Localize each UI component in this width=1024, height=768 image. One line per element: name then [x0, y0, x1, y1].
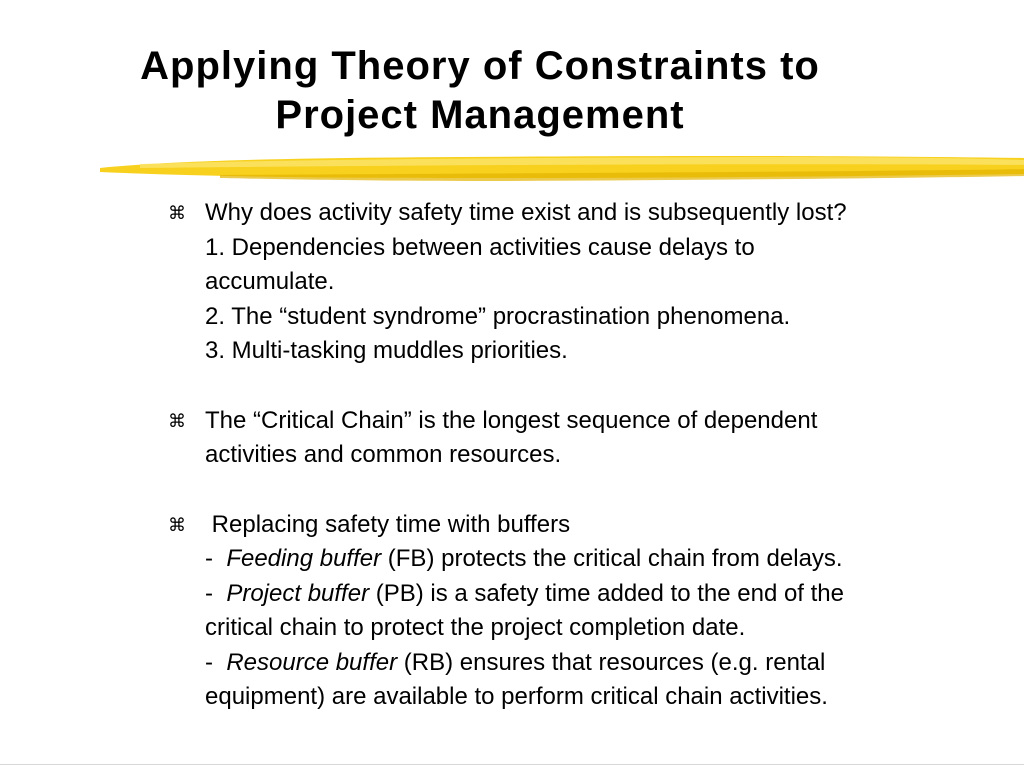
bullet-line: activities and common resources. [205, 441, 562, 468]
title-line-2: Project Management [275, 93, 685, 137]
bullet-line: accumulate. [205, 268, 335, 295]
bullet-line: Why does activity safety time exist and is subsequently lost? [205, 199, 847, 226]
buffer-desc-continued: critical chain to protect the project completion date. [205, 614, 746, 641]
bullet-critical-chain [168, 404, 988, 473]
buffer-desc-continued: equipment) are available to perform critical chain activities. [205, 683, 828, 710]
bullet-buffers [168, 508, 988, 715]
command-key-icon: ⌘ [168, 410, 186, 432]
bullet-heading: Replacing safety time with buffers [205, 510, 571, 538]
buffer-desc: (PB) is a safety time added to the end of the [369, 579, 844, 607]
yellow-brush-stroke [100, 148, 1024, 188]
bullet-line: The “Critical Chain” is the longest sequence of dependent [205, 406, 818, 434]
buffer-term: Project buffer [226, 579, 370, 607]
bullet-safety-time [168, 196, 988, 369]
buffer-item-feeding [205, 542, 988, 577]
dash: - [205, 545, 227, 572]
buffer-term: Feeding buffer [226, 545, 382, 572]
slide-title [40, 42, 920, 140]
bullet-line: 3. Multi-tasking muddles priorities. [205, 337, 568, 364]
bottom-divider [0, 764, 1024, 765]
buffer-item-project [205, 577, 988, 612]
command-key-icon: ⌘ [168, 203, 186, 224]
title-line-1: Applying Theory of Constraints to [140, 44, 820, 88]
dash: - [205, 579, 227, 607]
bullet-line: 2. The “student syndrome” procrastination phenomena. [205, 302, 791, 330]
buffer-term: Resource buffer [226, 648, 398, 676]
buffer-item-resource [205, 646, 988, 681]
buffer-desc: (FB) protects the critical chain from delays. [381, 545, 843, 572]
dash: - [205, 648, 227, 676]
bullet-line: 1. Dependencies between activities cause delays to [205, 233, 755, 261]
bullet-list [168, 196, 988, 750]
command-key-icon: ⌘ [168, 514, 186, 536]
buffer-desc: (RB) ensures that resources (e.g. rental [397, 648, 826, 676]
